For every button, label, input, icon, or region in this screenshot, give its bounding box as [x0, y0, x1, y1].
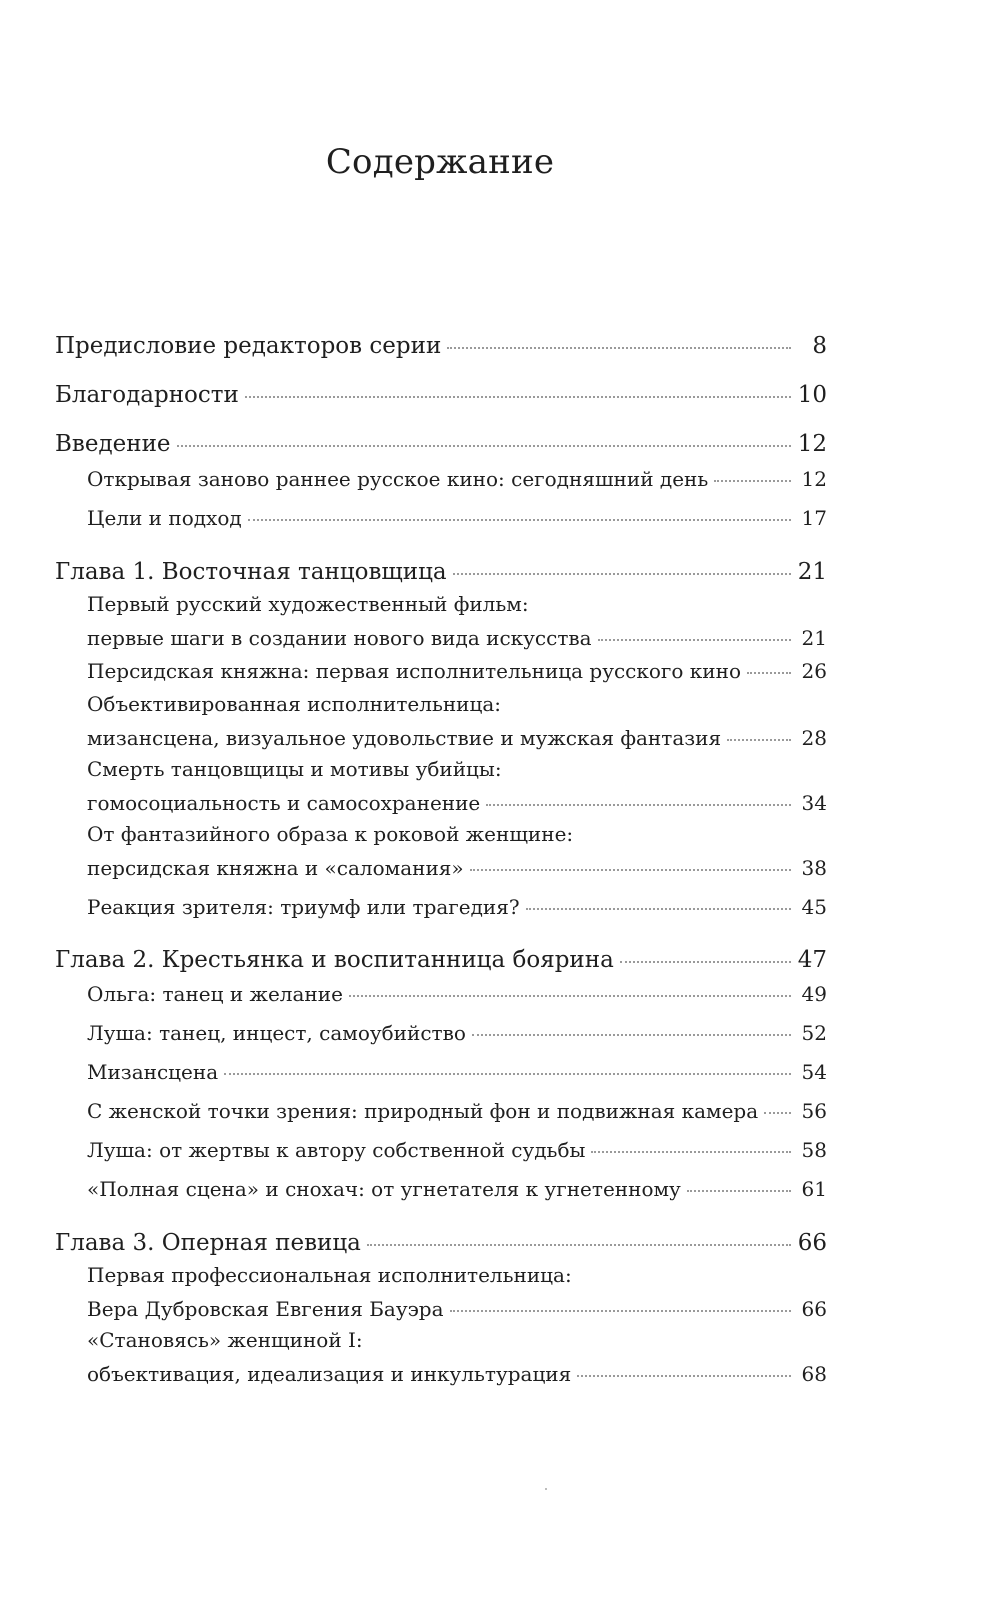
dot-leader	[727, 739, 791, 741]
toc-entry-title: Введение	[55, 431, 171, 457]
toc-subentry	[55, 462, 827, 496]
toc-subentry-title-line1: Объективированная исполнительница:	[87, 692, 502, 716]
page-speck	[545, 1488, 547, 1490]
toc-subentry-title-line1: Первый русский художественный фильм:	[87, 592, 529, 616]
toc-subentry-page: 66	[801, 1297, 827, 1321]
toc-subentry-page: 21	[801, 626, 827, 650]
dot-leader	[526, 908, 791, 910]
toc-subentry-title: персидская княжна и «саломания»	[87, 856, 464, 880]
toc-subentry-page: 52	[801, 1021, 827, 1045]
toc-subentry	[55, 817, 827, 885]
toc-subentry-title: «Полная сцена» и снохач: от угнетателя к угнетенному	[87, 1177, 681, 1201]
dot-leader	[598, 639, 791, 641]
toc-subentry-page: 28	[801, 726, 827, 750]
dot-leader	[747, 672, 791, 674]
toc-subentry-page: 12	[801, 467, 827, 491]
dot-leader	[248, 519, 791, 521]
dot-leader	[764, 1112, 791, 1114]
toc-entry-title: Благодарности	[55, 382, 239, 408]
toc-entry-page: 10	[797, 382, 827, 408]
toc-entry-page: 12	[797, 431, 827, 457]
toc-entry	[55, 1226, 827, 1260]
toc-subentry	[55, 1172, 827, 1206]
toc-subentry-page: 17	[801, 506, 827, 530]
dot-leader	[447, 347, 791, 349]
toc-subentry-title: С женской точки зрения: природный фон и подвижная камера	[87, 1099, 759, 1123]
dot-leader	[245, 396, 791, 398]
dot-leader	[472, 1034, 791, 1036]
dot-leader	[470, 869, 791, 871]
toc-subentry-page: 45	[801, 895, 827, 919]
toc-subentry	[55, 890, 827, 924]
toc-subentry	[55, 654, 827, 688]
toc-subentry-title-line1: Первая профессиональная исполнительница:	[87, 1263, 572, 1287]
toc-subentry-title: мизансцена, визуальное удовольствие и мужская фантазия	[87, 726, 722, 750]
dot-leader	[450, 1310, 791, 1312]
toc-subentry	[55, 501, 827, 535]
dot-leader	[714, 480, 791, 482]
dot-leader	[577, 1375, 791, 1377]
toc-subentry-page: 49	[801, 982, 827, 1006]
toc-subentry	[55, 1323, 827, 1391]
dot-leader	[687, 1190, 791, 1192]
toc-subentry-page: 38	[801, 856, 827, 880]
dot-leader	[486, 804, 791, 806]
toc-subentry-title: Открывая заново раннее русское кино: сегодняшний день	[87, 467, 709, 491]
toc-subentry-title: гомосоциальность и самосохранение	[87, 791, 481, 815]
toc-subentry-title: Персидская княжна: первая исполнительница русского кино	[87, 659, 742, 683]
toc-subentry	[55, 1055, 827, 1089]
dot-leader	[620, 961, 791, 963]
toc-subentry-title: Луша: танец, инцест, самоубийство	[87, 1021, 466, 1045]
toc-subentry-title: Вера Дубровская Евгения Бауэра	[87, 1297, 444, 1321]
dot-leader	[591, 1151, 791, 1153]
toc-entry-page: 21	[797, 559, 827, 585]
toc-subentry-title-line1: Смерть танцовщицы и мотивы убийцы:	[87, 757, 502, 781]
toc-subentry	[55, 752, 827, 820]
toc-entry	[55, 943, 827, 977]
toc-subentry	[55, 977, 827, 1011]
dot-leader	[367, 1244, 791, 1246]
dot-leader	[177, 445, 791, 447]
page-title: Содержание	[325, 142, 555, 182]
toc-subentry-page: 54	[801, 1060, 827, 1084]
toc-subentry-page: 56	[801, 1099, 827, 1123]
toc-entry-page: 47	[797, 947, 827, 973]
toc-subentry-page: 61	[801, 1177, 827, 1201]
toc-subentry-title: первые шаги в создании нового вида искусства	[87, 626, 592, 650]
toc-entry-title: Глава 1. Восточная танцовщица	[55, 559, 447, 585]
toc-subentry	[55, 1258, 827, 1326]
toc-subentry-title: Мизансцена	[87, 1060, 219, 1084]
toc-subentry-title: объективация, идеализация и инкультурация	[87, 1362, 572, 1386]
toc-subentry-page: 26	[801, 659, 827, 683]
toc-entry	[55, 555, 827, 589]
toc-subentry-page: 68	[801, 1362, 827, 1386]
dot-leader	[224, 1073, 791, 1075]
toc-entry-page: 8	[812, 333, 827, 359]
toc-subentry-title-line1: От фантазийного образа к роковой женщине:	[87, 822, 574, 846]
toc-entry-title: Предисловие редакторов серии	[55, 333, 442, 359]
dot-leader	[349, 995, 791, 997]
toc-entry-title: Глава 2. Крестьянка и воспитанница боярина	[55, 947, 614, 973]
toc-subentry-title: Луша: от жертвы к автору собственной судьбы	[87, 1138, 586, 1162]
toc-subentry-title: Реакция зрителя: триумф или трагедия?	[87, 895, 520, 919]
toc-subentry-page: 34	[801, 791, 827, 815]
toc-entry	[55, 329, 827, 363]
toc-subentry-title: Ольга: танец и желание	[87, 982, 343, 1006]
toc-entry-page: 66	[797, 1230, 827, 1256]
toc-subentry	[55, 1016, 827, 1050]
toc-subentry-title: Цели и подход	[87, 506, 242, 530]
toc-entry	[55, 427, 827, 461]
toc-subentry	[55, 1133, 827, 1167]
toc-subentry	[55, 687, 827, 755]
dot-leader	[453, 573, 791, 575]
toc-subentry	[55, 1094, 827, 1128]
toc-subentry-title-line1: «Становясь» женщиной I:	[87, 1328, 363, 1352]
toc-entry-title: Глава 3. Оперная певица	[55, 1230, 361, 1256]
toc-subentry	[55, 587, 827, 655]
toc-entry	[55, 378, 827, 412]
toc-subentry-page: 58	[801, 1138, 827, 1162]
